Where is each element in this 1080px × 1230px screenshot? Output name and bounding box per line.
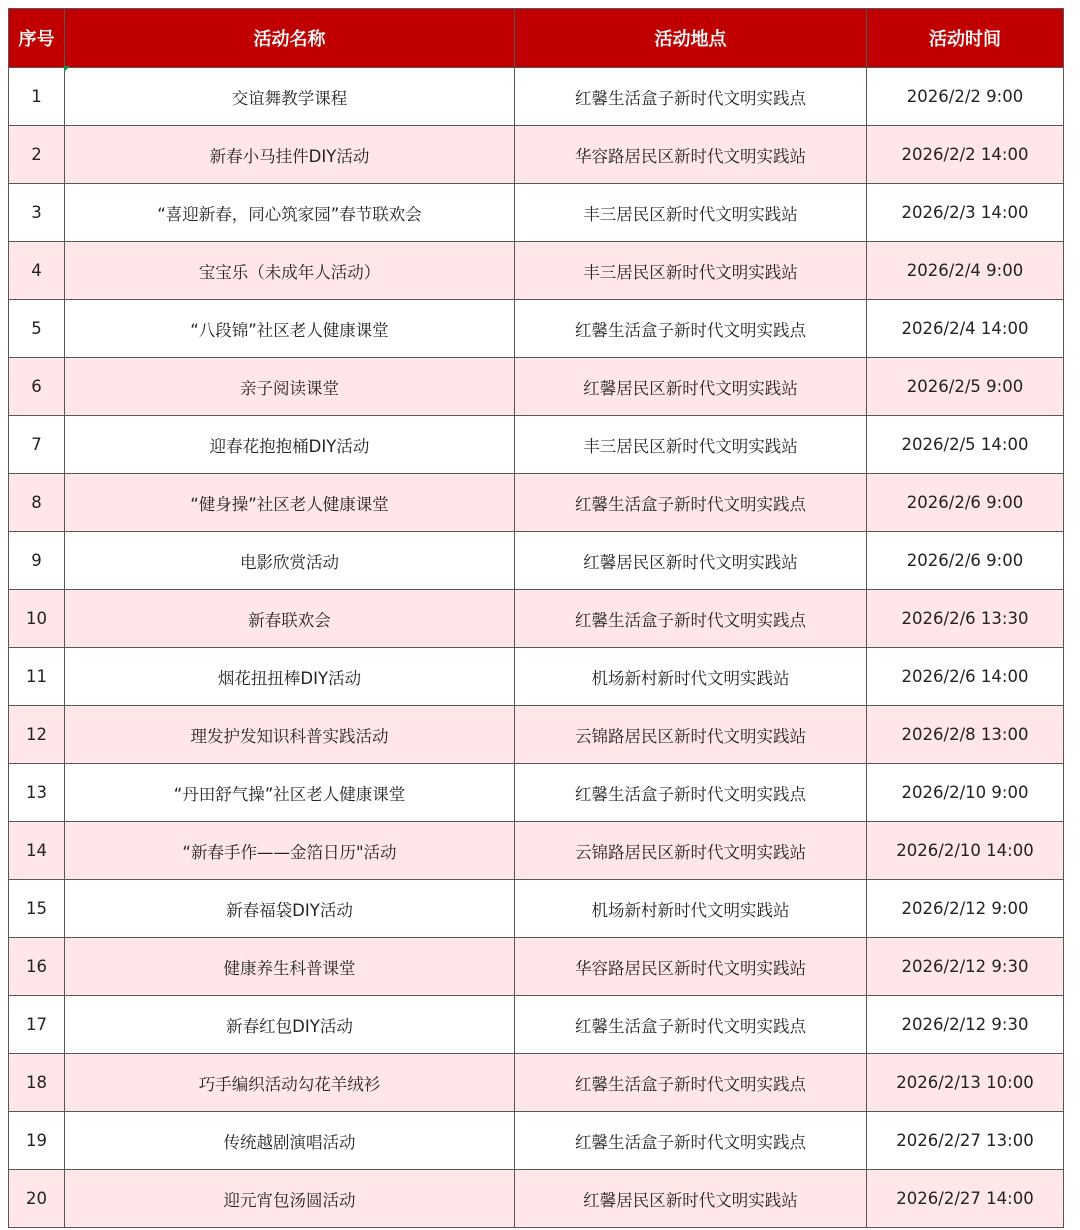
table-row [9,1054,1064,1112]
header-time: 活动时间 [867,9,1064,68]
cell-place: 红馨居民区新时代文明实践站 [515,1170,867,1228]
cell-name: 迎元宵包汤圆活动 [65,1170,515,1228]
cell-place: 红馨生活盒子新时代文明实践点 [515,590,867,648]
table-row [9,590,1064,648]
cell-place: 机场新村新时代文明实践站 [515,648,867,706]
cell-time: 2026/2/4 14:00 [867,300,1064,358]
cell-corner-marker [64,66,70,72]
cell-index: 18 [9,1054,65,1112]
cell-index: 2 [9,126,65,184]
cell-time: 2026/2/12 9:00 [867,880,1064,938]
table-row [9,880,1064,938]
cell-name: 巧手编织活动勾花羊绒衫 [65,1054,515,1112]
cell-index: 16 [9,938,65,996]
cell-name: 传统越剧演唱活动 [65,1112,515,1170]
cell-name: 理发护发知识科普实践活动 [65,706,515,764]
cell-name: 迎春花抱抱桶DIY活动 [65,416,515,474]
cell-index: 13 [9,764,65,822]
cell-time: 2026/2/6 13:30 [867,590,1064,648]
cell-time: 2026/2/4 9:00 [867,242,1064,300]
cell-place: 红馨生活盒子新时代文明实践点 [515,1112,867,1170]
cell-index: 11 [9,648,65,706]
table-row [9,242,1064,300]
cell-time: 2026/2/12 9:30 [867,996,1064,1054]
cell-index: 6 [9,358,65,416]
cell-time: 2026/2/2 9:00 [867,68,1064,126]
cell-time: 2026/2/13 10:00 [867,1054,1064,1112]
cell-place: 丰三居民区新时代文明实践站 [515,184,867,242]
cell-place: 云锦路居民区新时代文明实践站 [515,822,867,880]
cell-time: 2026/2/12 9:30 [867,938,1064,996]
cell-place: 红馨生活盒子新时代文明实践点 [515,300,867,358]
cell-name: 新春福袋DIY活动 [65,880,515,938]
cell-index: 9 [9,532,65,590]
table-row [9,126,1064,184]
table-header [9,9,1064,68]
table-row [9,300,1064,358]
table-row [9,764,1064,822]
cell-time: 2026/2/3 14:00 [867,184,1064,242]
table-row [9,706,1064,764]
cell-place: 红馨生活盒子新时代文明实践点 [515,764,867,822]
header-place: 活动地点 [515,9,867,68]
cell-name: “丹田舒气操”社区老人健康课堂 [65,764,515,822]
cell-index: 3 [9,184,65,242]
cell-index: 4 [9,242,65,300]
cell-name: 新春红包DIY活动 [65,996,515,1054]
table-row [9,358,1064,416]
cell-name: 新春小马挂件DIY活动 [65,126,515,184]
cell-place: 红馨居民区新时代文明实践站 [515,358,867,416]
cell-time: 2026/2/8 13:00 [867,706,1064,764]
cell-name: “八段锦”社区老人健康课堂 [65,300,515,358]
cell-name: “新春手作——金箔日历"活动 [65,822,515,880]
header-row [9,9,1064,68]
cell-time: 2026/2/6 14:00 [867,648,1064,706]
cell-index: 14 [9,822,65,880]
cell-time: 2026/2/27 14:00 [867,1170,1064,1228]
cell-time: 2026/2/10 14:00 [867,822,1064,880]
cell-index: 12 [9,706,65,764]
cell-time: 2026/2/5 9:00 [867,358,1064,416]
cell-index: 1 [9,68,65,126]
table-row [9,532,1064,590]
cell-place: 红馨生活盒子新时代文明实践点 [515,1054,867,1112]
cell-index: 19 [9,1112,65,1170]
cell-place: 华容路居民区新时代文明实践站 [515,126,867,184]
cell-name: 交谊舞教学课程 [65,68,515,126]
table-row [9,648,1064,706]
cell-name: 亲子阅读课堂 [65,358,515,416]
cell-name: “健身操”社区老人健康课堂 [65,474,515,532]
table-row [9,1170,1064,1228]
cell-index: 20 [9,1170,65,1228]
cell-place: 丰三居民区新时代文明实践站 [515,242,867,300]
cell-time: 2026/2/27 13:00 [867,1112,1064,1170]
table-row [9,68,1064,126]
cell-place: 丰三居民区新时代文明实践站 [515,416,867,474]
cell-index: 8 [9,474,65,532]
cell-place: 红馨生活盒子新时代文明实践点 [515,68,867,126]
cell-time: 2026/2/10 9:00 [867,764,1064,822]
cell-name: “喜迎新春，同心筑家园”春节联欢会 [65,184,515,242]
cell-index: 17 [9,996,65,1054]
cell-place: 红馨生活盒子新时代文明实践点 [515,996,867,1054]
activity-schedule-table [8,8,1064,1228]
cell-place: 云锦路居民区新时代文明实践站 [515,706,867,764]
cell-name: 健康养生科普课堂 [65,938,515,996]
table-row [9,938,1064,996]
header-name: 活动名称 [65,9,515,68]
table-row [9,822,1064,880]
table-row [9,996,1064,1054]
cell-index: 5 [9,300,65,358]
cell-name: 烟花扭扭棒DIY活动 [65,648,515,706]
cell-time: 2026/2/5 14:00 [867,416,1064,474]
cell-place: 红馨居民区新时代文明实践站 [515,532,867,590]
cell-time: 2026/2/6 9:00 [867,474,1064,532]
header-index: 序号 [9,9,65,68]
cell-time: 2026/2/6 9:00 [867,532,1064,590]
cell-name: 电影欣赏活动 [65,532,515,590]
cell-index: 10 [9,590,65,648]
cell-place: 机场新村新时代文明实践站 [515,880,867,938]
table-row [9,184,1064,242]
cell-name: 宝宝乐（未成年人活动） [65,242,515,300]
cell-index: 7 [9,416,65,474]
cell-index: 15 [9,880,65,938]
cell-place: 红馨生活盒子新时代文明实践点 [515,474,867,532]
table-row [9,1112,1064,1170]
table-row [9,416,1064,474]
cell-time: 2026/2/2 14:00 [867,126,1064,184]
table-body [9,68,1064,1228]
cell-place: 华容路居民区新时代文明实践站 [515,938,867,996]
table-row [9,474,1064,532]
cell-name: 新春联欢会 [65,590,515,648]
